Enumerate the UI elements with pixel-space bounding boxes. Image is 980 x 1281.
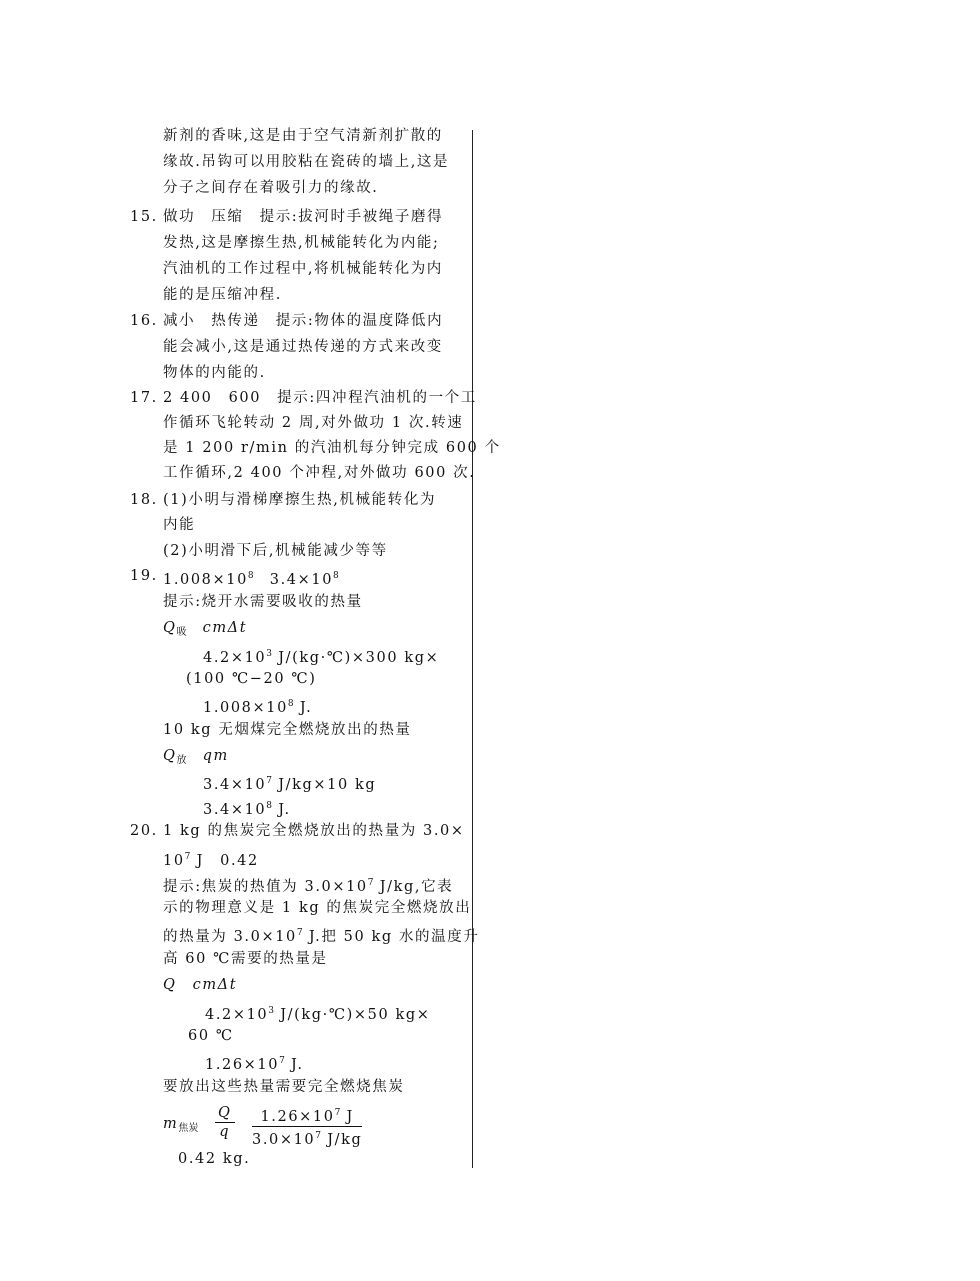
formula: $Q_放$ qm	[163, 748, 229, 766]
formula: $3.4\times 10^7$ J/kg×10 kg	[203, 776, 377, 793]
item-number: 15.	[130, 209, 158, 225]
text: 缘故.吊钩可以用胶粘在瓷砖的墙上,这是	[163, 154, 450, 170]
text: 汽油机的工作过程中,将机械能转化为内	[163, 261, 443, 277]
item-number: 17.	[130, 390, 158, 406]
text: 能的是压缩冲程.	[163, 287, 282, 303]
formula: Q cmΔt	[163, 977, 238, 993]
fraction-values: $\frac{1.26\times 10^7 J}{3.0\times 10^7 J/kg}$	[252, 1104, 362, 1149]
text: $10^7$ J 0.42	[163, 852, 259, 869]
text: 提示:烧开水需要吸收的热量	[163, 594, 363, 610]
item-number: 20.	[130, 823, 158, 839]
formula: $4.2\times 10^3$ J/(kg·℃)×50 kg×	[205, 1006, 431, 1023]
fraction-q-over-q: $\frac{Q}{q}$	[215, 1104, 235, 1141]
text: 的热量为 $3.0\times 10^7$ J.把 50 kg 水的温度升	[163, 928, 480, 945]
item-number: 19.	[130, 568, 158, 584]
text: 提示:焦炭的热值为 $3.0\times 10^7$ J/kg,它表	[163, 878, 454, 895]
text: 要放出这些热量需要完全燃烧焦炭	[163, 1079, 405, 1095]
text: 做功 压缩 提示:拔河时手被绳子磨得	[163, 209, 444, 225]
text: (1)小明与滑梯摩擦生热,机械能转化为	[163, 492, 437, 508]
text: 是 1 200 r/min 的汽油机每分钟完成 600 个	[163, 440, 501, 456]
formula: $1.008\times 10^8$ J.	[203, 699, 313, 716]
item-number: 16.	[130, 313, 158, 329]
formula: $3.4\times 10^8$ J.	[203, 801, 291, 818]
text: $1.008\times 10^8$ $3.4\times 10^8$	[163, 571, 339, 588]
formula: 0.42 kg.	[178, 1151, 251, 1167]
text: 2 400 600 提示:四冲程汽油机的一个工	[163, 390, 477, 406]
column-divider	[472, 130, 473, 1168]
text: 内能	[163, 517, 196, 533]
formula: $1.26\times 10^7$ J.	[205, 1056, 304, 1073]
formula: (100 ℃−20 ℃)	[186, 671, 317, 687]
text: 工作循环,2 400 个冲程,对外做功 600 次.	[163, 465, 476, 481]
text: 作循环飞轮转动 2 周,对外做功 1 次.转速	[163, 415, 464, 431]
item-number: 18.	[130, 492, 158, 508]
text: 1 kg 的焦炭完全燃烧放出的热量为 3.0×	[163, 823, 465, 839]
text: 能会减小,这是通过热传递的方式来改变	[163, 339, 443, 355]
formula-lhs: $m_{焦炭}$	[163, 1116, 199, 1134]
text: 分子之间存在着吸引力的缘故.	[163, 180, 379, 196]
formula: 60 ℃	[188, 1028, 234, 1044]
text: 物体的内能的.	[163, 365, 266, 381]
text: 示的物理意义是 1 kg 的焦炭完全燃烧放出	[163, 900, 472, 916]
text: 发热,这是摩擦生热,机械能转化为内能;	[163, 235, 440, 251]
text: 10 kg 无烟煤完全燃烧放出的热量	[163, 722, 412, 738]
formula: $4.2\times 10^3$ J/(kg·℃)×300 kg×	[203, 649, 440, 666]
text: 减小 热传递 提示:物体的温度降低内	[163, 313, 444, 329]
formula: $Q_吸$ cmΔt	[163, 620, 248, 638]
text: (2)小明滑下后,机械能减少等等	[163, 543, 388, 559]
text: 新剂的香味,这是由于空气清新剂扩散的	[163, 128, 443, 144]
text: 高 60 ℃需要的热量是	[163, 951, 328, 967]
